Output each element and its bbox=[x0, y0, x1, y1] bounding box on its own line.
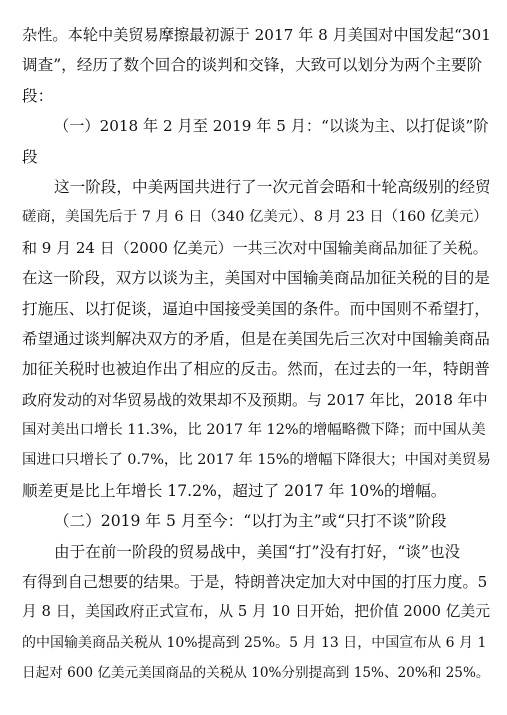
section-heading-1: （一）2018 年 2 月至 2019 年 5 月：“以谈为主、以打促谈”阶 bbox=[54, 117, 489, 136]
paragraph-line: 由于在前一阶段的贸易战中，美国“打”没有打好，“谈”也没 bbox=[54, 542, 461, 561]
paragraph-line: 加征关税时也被迫作出了相应的反击。然而，在过去的一年，特朗普 bbox=[22, 360, 490, 379]
paragraph-line: 杂性。本轮中美贸易摩擦最初源于 2017 年 8 月美国对中国发起“301 bbox=[22, 26, 491, 44]
paragraph-line: 磋商，美国先后于 7 月 6 日（340 亿美元）、8 月 23 日（160 亿美元） bbox=[22, 209, 488, 226]
paragraph-line: 希望通过谈判解决双方的矛盾，但是在美国先后三次对中国输美商品 bbox=[22, 329, 490, 348]
paragraph-line: 在这一阶段，双方以谈为主，美国对中国输美商品加征关税的目的是 bbox=[22, 269, 490, 288]
paragraph-line: 国对美出口增长 11.3%，比 2017 年 12%的增幅略微下降；而中国从美 bbox=[22, 422, 486, 439]
paragraph-line: 段： bbox=[22, 86, 54, 105]
paragraph-line: 这一阶段，中美两国共进行了一次元首会晤和十轮高级别的经贸 bbox=[54, 177, 491, 196]
paragraph-line: 和 9 月 24 日（2000 亿美元）一共三次对中国输美商品加征了关税。 bbox=[22, 238, 488, 257]
paragraph-line: 顺差更是比上年增长 17.2%，超过了 2017 年 10%的增幅。 bbox=[22, 481, 447, 500]
paragraph-line: 的中国输美商品关税从 10%提高到 25%。5 月 13 日，中国宣布从 6 月 1 bbox=[22, 634, 487, 651]
section-heading-1-cont: 段 bbox=[22, 147, 38, 166]
paragraph-line: 政府发动的对华贸易战的效果却不及预期。与 2017 年比，2018 年中 bbox=[22, 390, 488, 409]
paragraph-line: 打施压、以打促谈，逼迫中国接受美国的条件。而中国则不希望打， bbox=[22, 299, 490, 318]
paragraph-line: 有得到自己想要的结果。于是，特朗普决定加大对中国的打压力度。5 bbox=[22, 573, 488, 592]
paragraph-line: 日起对 600 亿美元美国商品的关税从 10%分别提高到 15%、20%和 25%。 bbox=[22, 665, 490, 682]
document-page bbox=[22, 20, 490, 689]
paragraph-line: 调查”，经历了数个回合的谈判和交锋，大致可以划分为两个主要阶 bbox=[22, 56, 483, 75]
paragraph-line: 月 8 日，美国政府正式宣布，从 5 月 10 日开始，把价值 2000 亿美元 bbox=[22, 603, 491, 621]
paragraph-line: 国进口只增长了 0.7%，比 2017 年 15%的增幅下降很大；中国对美贸易 bbox=[22, 452, 491, 469]
section-heading-2: （二）2019 年 5 月至今：“以打为主”或“只打不谈”阶段 bbox=[54, 512, 447, 531]
